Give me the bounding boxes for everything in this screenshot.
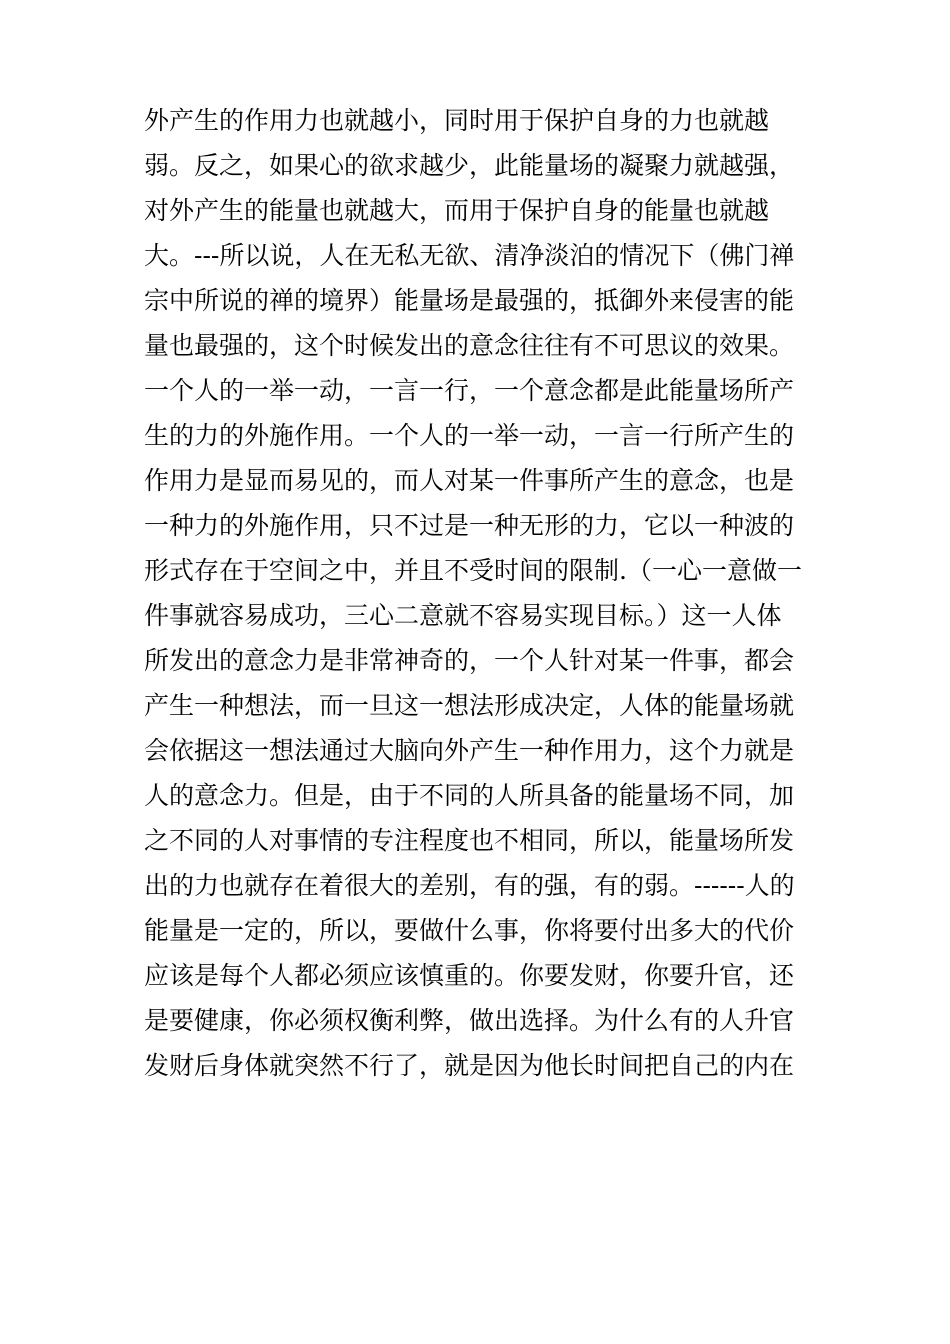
text-line: 大。---所以说，人在无私无欲、清净淡泊的情况下（佛门禅 bbox=[144, 241, 795, 270]
text-line: 出的力也就存在着很大的差别，有的强，有的弱。------人的 bbox=[144, 871, 795, 900]
text-line: 对外产生的能量也就越大，而用于保护自身的能量也就越 bbox=[144, 196, 770, 225]
text-line: 弱。反之，如果心的欲求越少，此能量场的凝聚力就越强， bbox=[144, 151, 795, 180]
text-line: 能量是一定的，所以，要做什么事，你将要付出多大的代价 bbox=[144, 916, 795, 945]
text-line: 人的意念力。但是，由于不同的人所具备的能量场不同，加 bbox=[144, 781, 795, 810]
text-line: 外产生的作用力也就越小，同时用于保护自身的力也就越 bbox=[144, 106, 770, 135]
text-line: 一个人的一举一动，一言一行，一个意念都是此能量场所产 bbox=[144, 376, 795, 405]
text-line: 生的力的外施作用。一个人的一举一动，一言一行所产生的 bbox=[144, 421, 795, 450]
text-line: 宗中所说的禅的境界）能量场是最强的，抵御外来侵害的能 bbox=[144, 286, 795, 315]
text-line: 之不同的人对事情的专注程度也不相同，所以，能量场所发 bbox=[144, 826, 795, 855]
text-line: 产生一种想法，而一旦这一想法形成决定，人体的能量场就 bbox=[144, 691, 795, 720]
text-line: 件事就容易成功，三心二意就不容易实现目标。）这一人体 bbox=[144, 601, 782, 630]
text-line: 应该是每个人都必须应该慎重的。你要发财，你要升官，还 bbox=[144, 961, 795, 990]
text-line: 量也最强的，这个时候发出的意念往往有不可思议的效果。 bbox=[144, 331, 795, 360]
text-line: 发财后身体就突然不行了，就是因为他长时间把自己的内在 bbox=[144, 1051, 795, 1080]
text-line: 是要健康，你必须权衡利弊，做出选择。为什么有的人升官 bbox=[144, 1006, 795, 1035]
text-line: 形式存在于空间之中，并且不受时间的限制.（一心一意做一 bbox=[144, 556, 802, 585]
text-line: 作用力是显而易见的，而人对某一件事所产生的意念，也是 bbox=[144, 466, 795, 495]
body-paragraph bbox=[144, 98, 814, 1088]
text-line: 所发出的意念力是非常神奇的，一个人针对某一件事，都会 bbox=[144, 646, 795, 675]
text-line: 会依据这一想法通过大脑向外产生一种作用力，这个力就是 bbox=[144, 736, 795, 765]
text-line: 一种力的外施作用，只不过是一种无形的力，它以一种波的 bbox=[144, 511, 795, 540]
